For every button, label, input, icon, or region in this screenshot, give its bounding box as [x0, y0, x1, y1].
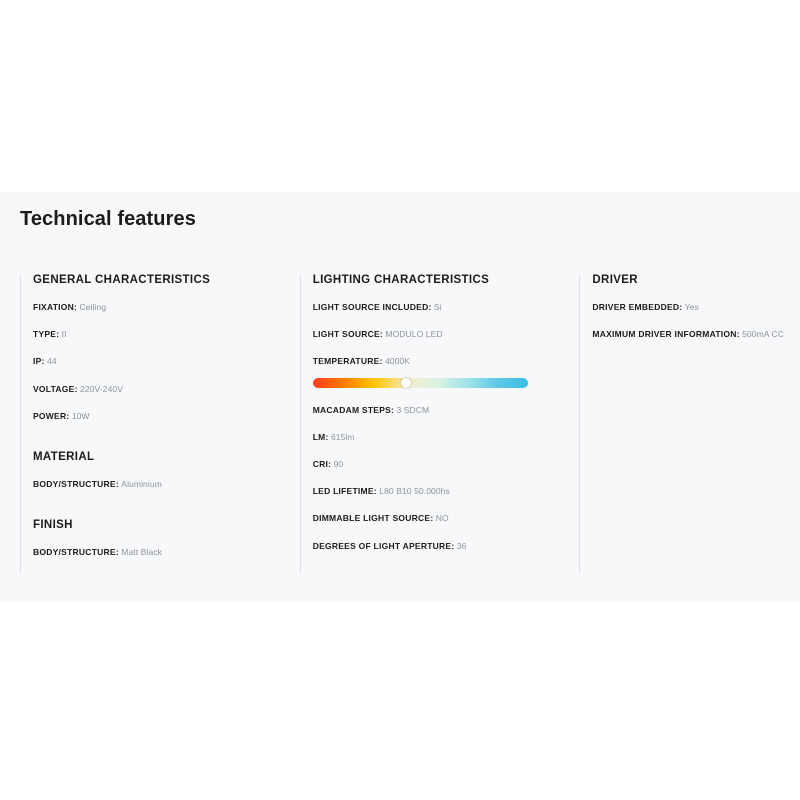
- spec-label: POWER:: [33, 410, 70, 421]
- section-heading-lighting-characteristics: LIGHTING CHARACTERISTICS: [312, 274, 490, 286]
- spec-label: MACADAM STEPS:: [312, 404, 395, 415]
- spec-maximum-driver-information: [592, 329, 784, 339]
- spec-label: LIGHT SOURCE INCLUDED:: [312, 302, 432, 312]
- spec-label: LIGHT SOURCE:: [312, 329, 384, 340]
- color-temperature-slider[interactable]: [313, 378, 528, 388]
- spec-label: CRI:: [312, 458, 332, 469]
- spec-ip: [33, 356, 300, 366]
- spec-voltage: [33, 384, 300, 394]
- spec-label: FIXATION:: [33, 302, 78, 312]
- specs-columns: [20, 274, 784, 574]
- color-temperature-knob[interactable]: [401, 378, 411, 388]
- column-driver: [579, 274, 784, 574]
- spec-dimmable-light-source: [313, 513, 580, 523]
- spec-label: BODY/STRUCTURE:: [33, 547, 119, 558]
- column-lighting-characteristics: [300, 274, 580, 574]
- spec-material-body-structure: [33, 479, 300, 489]
- spec-temperature: [313, 356, 580, 366]
- color-temperature-gradient: [313, 378, 528, 388]
- spec-value: 90: [333, 458, 344, 469]
- spec-label: DRIVER EMBEDDED:: [592, 302, 683, 312]
- section-heading-general-characteristics: GENERAL CHARACTERISTICS: [33, 274, 211, 286]
- spec-value: 36: [456, 540, 467, 551]
- spec-lm: [313, 432, 580, 442]
- spec-cri: [313, 459, 580, 469]
- spec-value: 3 SDCM: [396, 404, 430, 415]
- spec-value: Yes: [684, 302, 699, 312]
- spec-label: LM:: [312, 431, 329, 442]
- spec-label: BODY/STRUCTURE:: [33, 478, 119, 489]
- spec-value: 615lm: [330, 431, 355, 442]
- page-title: Technical features: [20, 208, 196, 230]
- technical-features-panel: [0, 192, 800, 602]
- spec-value: Ceiling: [79, 302, 107, 312]
- spec-light-source-included: [313, 302, 580, 312]
- spec-value: L80 B10 50.000hs: [379, 486, 450, 497]
- spec-label: DIMMABLE LIGHT SOURCE:: [312, 513, 434, 524]
- spec-value: Matt Black: [121, 547, 162, 558]
- section-heading-finish: FINISH: [33, 519, 73, 532]
- spec-value: Aluminium: [121, 478, 162, 489]
- spec-label: DEGREES OF LIGHT APERTURE:: [312, 540, 455, 551]
- spec-value: 500mA CC: [742, 329, 784, 340]
- spec-power: [33, 411, 300, 421]
- spec-label: VOLTAGE:: [33, 383, 78, 394]
- spec-value: Si: [433, 302, 442, 312]
- spec-value: 44: [47, 356, 57, 367]
- spec-led-lifetime: [313, 486, 580, 496]
- spec-value: MODULO LED: [385, 329, 443, 340]
- spec-label: IP:: [33, 356, 45, 367]
- spec-label: LED LIFETIME:: [312, 486, 377, 497]
- spec-macadam-steps: [313, 405, 580, 415]
- spec-degrees-of-light-aperture: [313, 541, 580, 551]
- spec-value: 220V-240V: [80, 383, 123, 394]
- column-general-characteristics: [20, 274, 300, 574]
- spec-light-source: [313, 329, 580, 339]
- spec-label: MAXIMUM DRIVER INFORMATION:: [592, 329, 740, 340]
- spec-fixation: [33, 302, 300, 312]
- spec-label: TYPE:: [33, 329, 60, 340]
- spec-value: 10W: [71, 410, 90, 421]
- spec-value: 4000K: [384, 356, 411, 367]
- spec-finish-body-structure: [33, 547, 300, 557]
- section-heading-material: MATERIAL: [33, 450, 95, 463]
- spec-value: NO: [435, 513, 449, 524]
- spec-driver-embedded: [592, 302, 784, 312]
- section-heading-driver: DRIVER: [592, 274, 638, 286]
- spec-label: TEMPERATURE:: [312, 356, 383, 367]
- spec-type: [33, 329, 300, 339]
- spec-value: II: [61, 329, 67, 340]
